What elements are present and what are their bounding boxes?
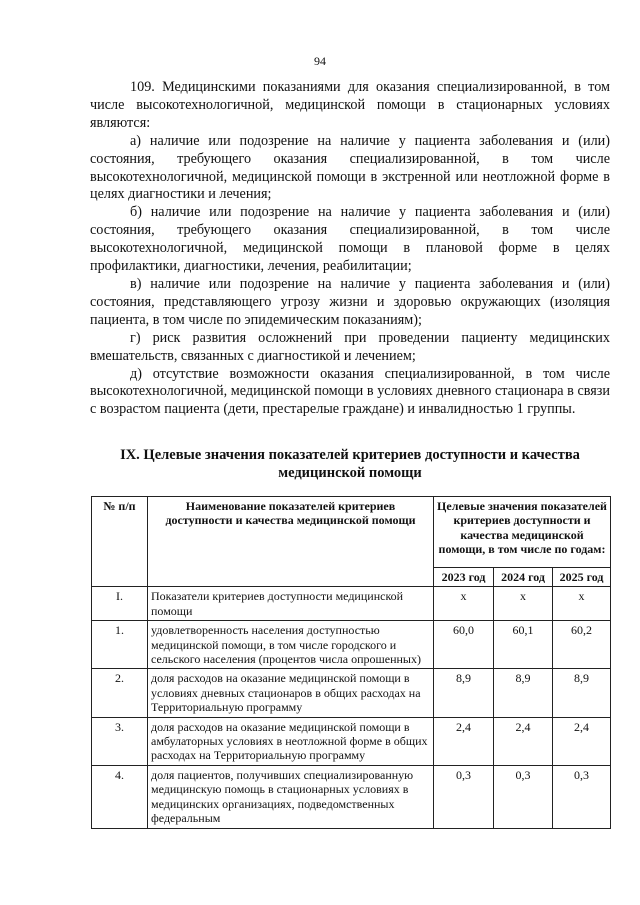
row-value-2023: 0,3 — [434, 765, 494, 828]
page-number: 94 — [314, 54, 326, 68]
header-name: Наименование показателей критериев доступности и качества медицинской помощи — [148, 497, 434, 587]
row-num: I. — [92, 587, 148, 621]
body-text — [90, 79, 610, 419]
row-num: 4. — [92, 765, 148, 828]
table-row — [92, 669, 611, 717]
row-num: 1. — [92, 621, 148, 669]
header-num: № п/п — [92, 497, 148, 587]
row-value-2024: 8,9 — [494, 669, 553, 717]
year-2024: 2024 год — [494, 568, 553, 587]
section-heading: IX. Целевые значения показателей критериев доступности и качества медицинской помощи — [120, 447, 580, 481]
row-value-2025: 2,4 — [553, 717, 611, 765]
header-targets: Целевые значения показателей критериев доступности и качества медицинской помощи, в том числе по годам: — [434, 497, 611, 568]
row-name: доля расходов на оказание медицинской помощи в условиях дневных стационаров в общих расходах на Территориальную программу — [148, 669, 434, 717]
criteria-table — [91, 496, 611, 829]
paragraph-a: а) наличие или подозрение на наличие у пациента заболевания и (или) состояния, требующего оказания специализированной, в том числе высокотехнологичной, медицинской помощи в экстренной или неотложной форме в целях диагностики и лечения; — [90, 132, 610, 203]
row-value-2024: 60,1 — [494, 621, 553, 669]
table-row — [92, 621, 611, 669]
row-value-2024: 0,3 — [494, 765, 553, 828]
row-name: удовлетворенность населения доступностью медицинской помощи, в том числе городского и сельского населения (процентов числа опрошенных) — [148, 621, 434, 669]
year-2025: 2025 год — [553, 568, 611, 587]
row-value-2023: 8,9 — [434, 669, 494, 717]
row-value-2023: 2,4 — [434, 717, 494, 765]
row-value-2024: 2,4 — [494, 717, 553, 765]
paragraph-v: в) наличие или подозрение на наличие у пациента заболевания и (или) состояния, представляющего угрозу жизни и здоровью окружающих (изоляция пациента, в том числе по эпидемическим показаниям); — [90, 275, 610, 328]
table-row — [92, 717, 611, 765]
year-2023: 2023 год — [434, 568, 494, 587]
paragraph-b: б) наличие или подозрение на наличие у пациента заболевания и (или) состояния, требующего оказания специализированной, в том числе высокотехнологичной, медицинской помощи в плановой форме в целях профилактики, диагностики, лечения, реабилитации; — [90, 204, 610, 275]
table-row — [92, 587, 611, 621]
paragraph-109: 109. Медицинскими показаниями для оказания специализированной, в том числе высокотехнологичной, медицинской помощи в стационарных условиях являются: — [90, 79, 610, 131]
row-value-2023: 60,0 — [434, 621, 494, 669]
row-value-2024: x — [494, 587, 553, 621]
row-name: доля пациентов, получивших специализированную медицинскую помощь в стационарных условиях в медицинских организациях, подведомственных федеральным — [148, 765, 434, 828]
table-row — [92, 765, 611, 828]
row-value-2025: 8,9 — [553, 669, 611, 717]
row-num: 2. — [92, 669, 148, 717]
row-value-2025: 0,3 — [553, 765, 611, 828]
table-header-row — [92, 497, 611, 568]
paragraph-g: г) риск развития осложнений при проведении пациенту медицинских вмешательств, связанных с диагностикой и лечением; — [90, 329, 610, 364]
row-num: 3. — [92, 717, 148, 765]
row-value-2025: 60,2 — [553, 621, 611, 669]
row-value-2023: x — [434, 587, 494, 621]
paragraph-d: д) отсутствие возможности оказания специализированной, в том числе высокотехнологичной, медицинской помощи в условиях дневного стационара в связи с возрастом пациента (дети, престарелые граждане) и инвалидностью 1 группы. — [90, 365, 610, 418]
row-value-2025: x — [553, 587, 611, 621]
row-name: доля расходов на оказание медицинской помощи в амбулаторных условиях в неотложной форме в общих расходах на Территориальную программу — [148, 717, 434, 765]
row-name: Показатели критериев доступности медицинской помощи — [148, 587, 434, 621]
